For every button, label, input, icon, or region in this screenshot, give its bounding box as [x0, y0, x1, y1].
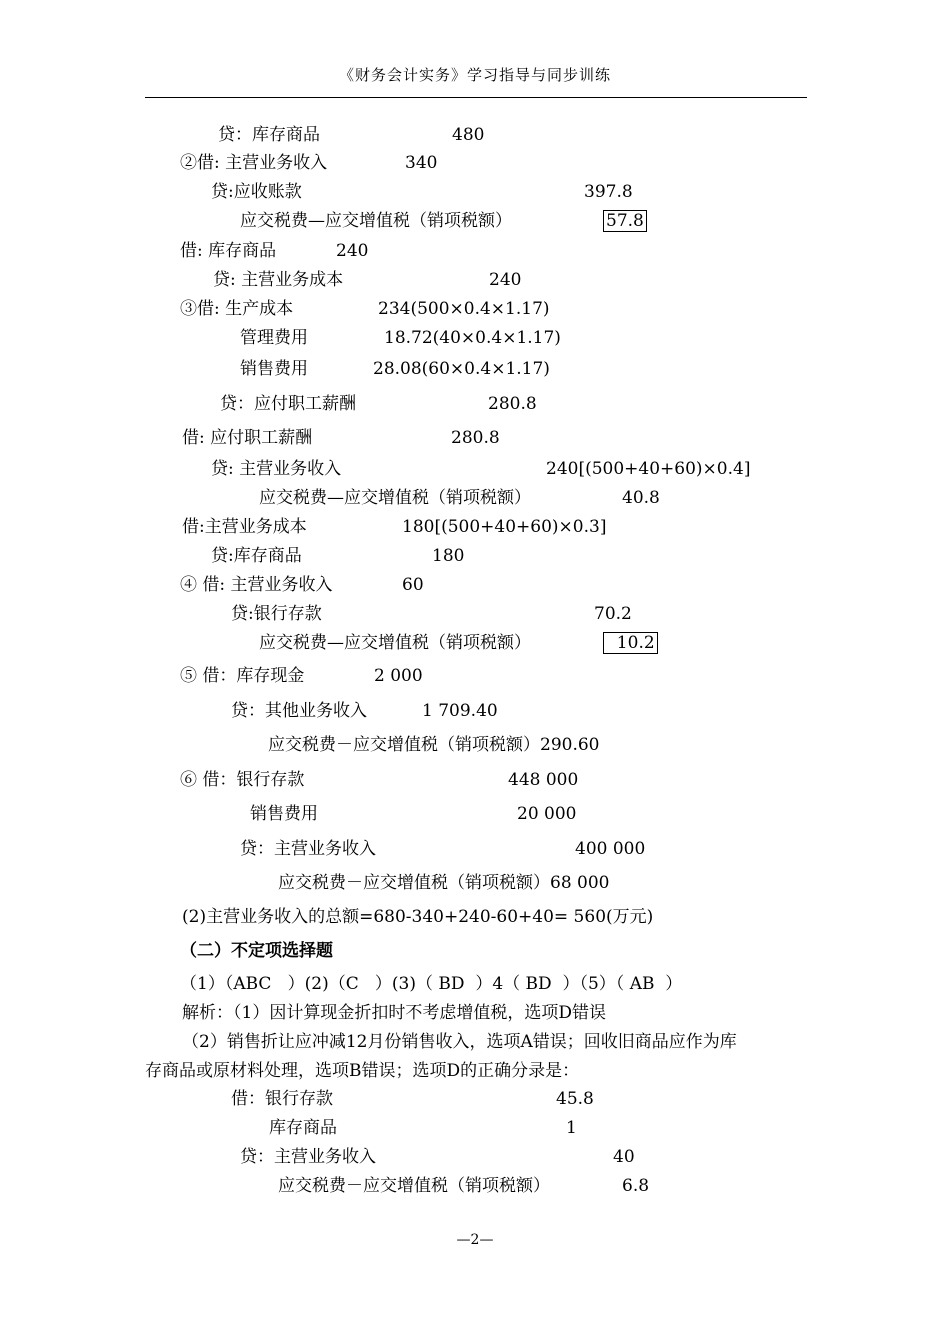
header-rule [145, 97, 807, 98]
text-line: 28.08(60×0.4×1.17) [373, 359, 550, 379]
text-line: 借: 应付职工薪酬 [182, 428, 313, 448]
text-line: 应交税费—应交增值税（销项税额） [240, 211, 512, 231]
text-line: 340 [405, 153, 438, 173]
text-line: 240 [489, 270, 522, 290]
text-line: 60 [402, 575, 424, 595]
text-line: 贷：主营业务收入 [240, 1147, 376, 1167]
text-line: 应交税费－应交增值税（销项税额） [278, 1176, 550, 1196]
text-line: 存商品或原材料处理，选项B错误；选项D的正确分录是： [145, 1061, 580, 1081]
text-line: 1 709.40 [422, 701, 498, 721]
text-line: 库存商品 [269, 1118, 337, 1138]
text-line: 应交税费—应交增值税（销项税额） [259, 633, 531, 653]
text-line: 180 [432, 546, 465, 566]
section-heading: （二）不定项选择题 [180, 941, 333, 961]
text-line: 70.2 [594, 604, 632, 624]
text-line: 销售费用 [250, 804, 318, 824]
text-line: 贷：主营业务收入 [240, 839, 376, 859]
text-line: 45.8 [556, 1089, 594, 1109]
text-line: （1）（ABC ）(2)（C ）(3)（ BD ）4（ BD ）（5）（ AB ） [180, 974, 683, 994]
text-line: 280.8 [488, 394, 537, 414]
text-line: 280.8 [451, 428, 500, 448]
text-line: 贷：库存商品 [218, 125, 320, 145]
text-line: 18.72(40×0.4×1.17) [384, 328, 561, 348]
text-line: 借: 库存商品 [180, 241, 277, 261]
text-line: 40 [613, 1147, 635, 1167]
text-line: 借：银行存款 [231, 1089, 333, 1109]
text-line: 400 000 [575, 839, 646, 859]
text-line: 234(500×0.4×1.17) [378, 299, 550, 319]
text-line: 480 [452, 125, 485, 145]
text-line: 贷:银行存款 [231, 604, 322, 624]
text-line: 2 000 [374, 666, 423, 686]
text-line: 448 000 [508, 770, 579, 790]
text-line: 397.8 [584, 182, 633, 202]
text-line: 借:主营业务成本 [182, 517, 307, 537]
text-line: 应交税费—应交增值税（销项税额） [259, 488, 531, 508]
boxed-amount: 10.2 [603, 632, 658, 654]
page-number: —2— [456, 1232, 494, 1248]
text-line: 贷:库存商品 [211, 546, 302, 566]
running-header: 《财务会计实务》学习指导与同步训练 [338, 66, 611, 84]
text-line: 贷: 主营业务收入 [211, 459, 342, 479]
text-line: 6.8 [622, 1176, 650, 1196]
text-line: 销售费用 [240, 359, 308, 379]
text-line: 1 [566, 1118, 577, 1138]
text-line: 应交税费－应交增值税（销项税额）68 000 [278, 873, 610, 893]
boxed-amount: 57.8 [603, 210, 647, 232]
text-line: 应交税费－应交增值税（销项税额）290.60 [268, 735, 600, 755]
text-line: 40.8 [622, 488, 660, 508]
text-line: ⑥ 借：银行存款 [180, 770, 305, 790]
text-line: ④ 借: 主营业务收入 [180, 575, 333, 595]
text-line: (2)主营业务收入的总额=680-340+240-60+40= 560(万元) [182, 907, 654, 927]
text-line: ③借: 生产成本 [180, 299, 294, 319]
text-line: 贷:应收账款 [211, 182, 302, 202]
text-line: 贷: 主营业务成本 [213, 270, 344, 290]
text-line: 贷：其他业务收入 [231, 701, 367, 721]
text-line: 管理费用 [240, 328, 308, 348]
text-line: ②借: 主营业务收入 [180, 153, 328, 173]
text-line: ⑤ 借：库存现金 [180, 666, 305, 686]
text-line: 贷：应付职工薪酬 [220, 394, 356, 414]
text-line: 180[(500+40+60)×0.3] [402, 517, 607, 537]
text-line: 240[(500+40+60)×0.4] [546, 459, 751, 479]
text-line: （2）销售折让应冲减12月份销售收入，选项A错误；回收旧商品应作为库 [182, 1032, 737, 1052]
text-line: 解析：（1）因计算现金折扣时不考虑增值税，选项D错误 [182, 1003, 606, 1023]
text-line: 240 [336, 241, 369, 261]
text-line: 20 000 [517, 804, 577, 824]
